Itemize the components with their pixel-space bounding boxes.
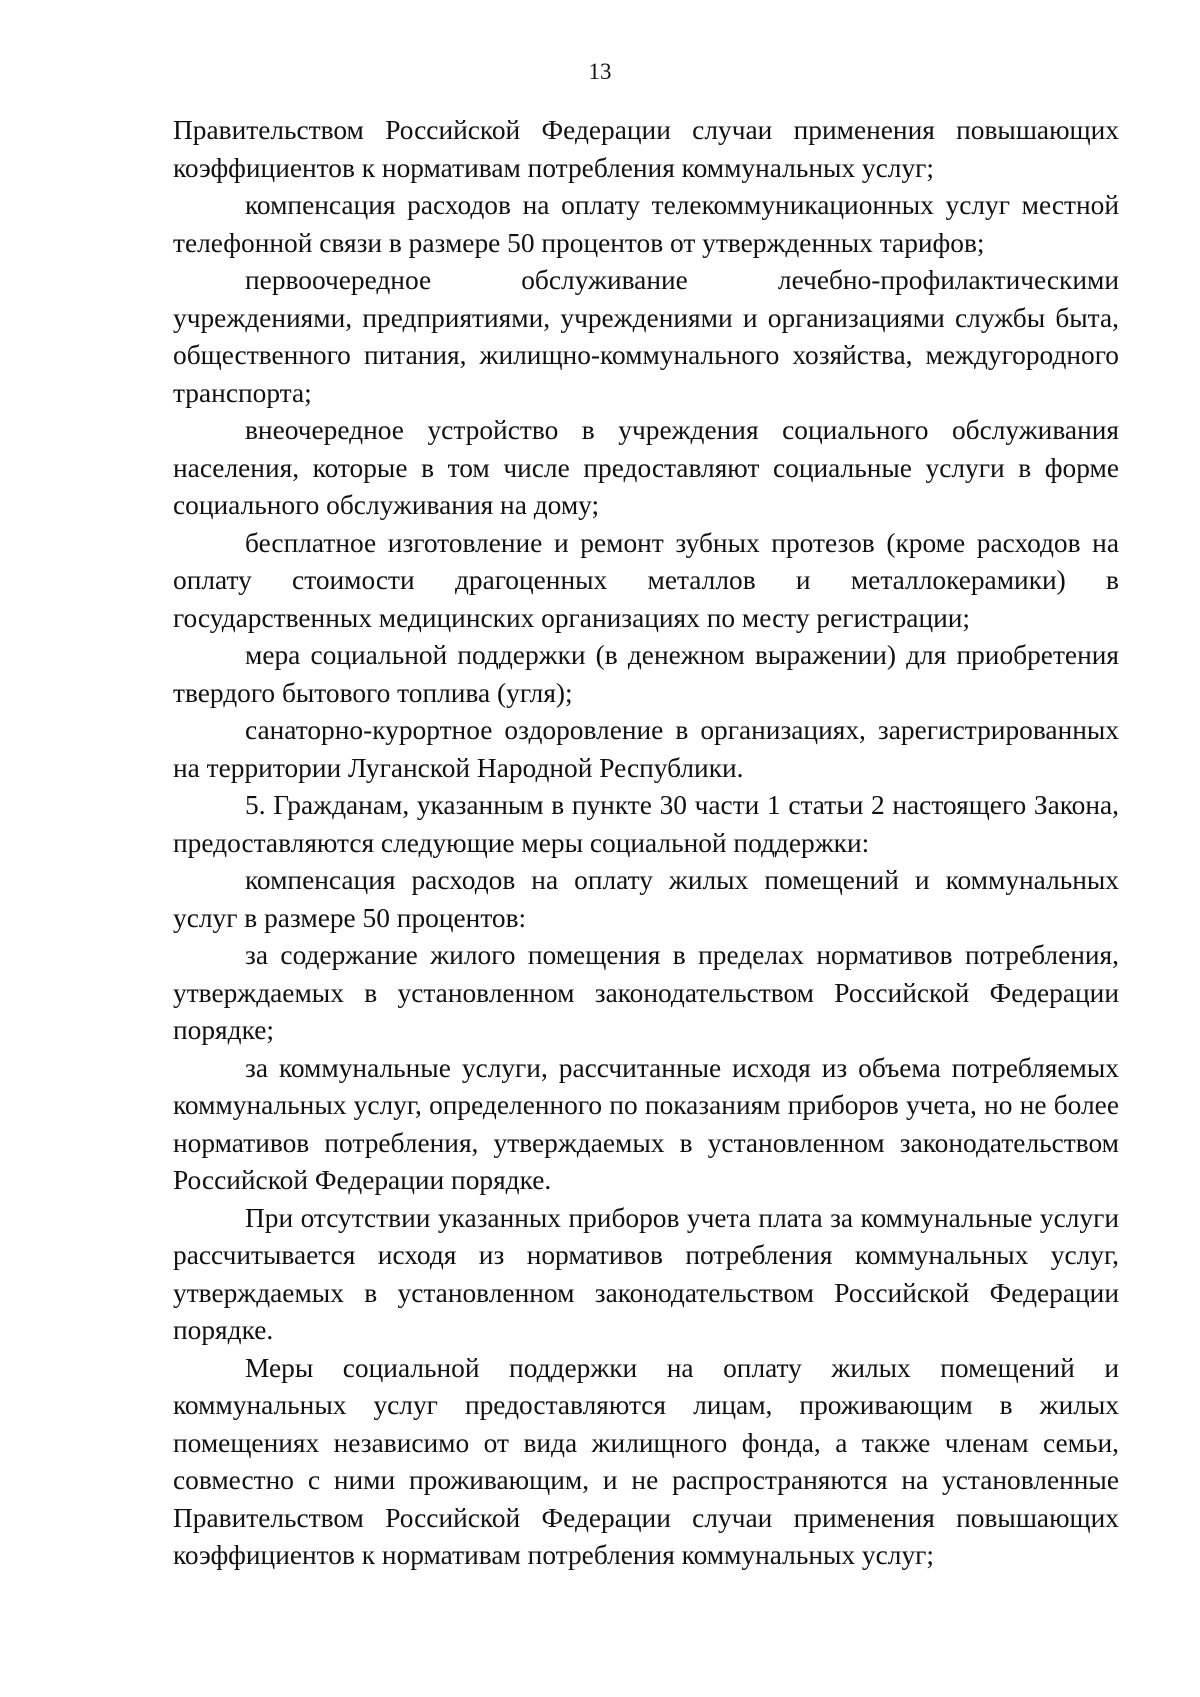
- paragraph-housing-compensation: компенсация расходов на оплату жилых помещений и коммунальных услуг в размере 50 процентов:: [173, 865, 1119, 933]
- paragraph-priority-service: первоочередное обслуживание лечебно-профилактическими учреждениями, предприятиями, учреждениями и организациями службы быта, общественного питания, жилищно-коммунального хозяйства, междугородного транспорта;: [173, 265, 1119, 408]
- paragraph-continuation: Правительством Российской Федерации случаи применения повышающих коэффициентов к нормативам потребления коммунальных услуг;: [173, 115, 1119, 183]
- paragraph-social-service-placement: внеочередное устройство в учреждения социального обслуживания населения, которые в том числе предоставляют социальные услуги в форме социального обслуживания на дому;: [173, 415, 1119, 520]
- paragraph-item-5: 5. Гражданам, указанным в пункте 30 части 1 статьи 2 настоящего Закона, предоставляются следующие меры социальной поддержки:: [173, 790, 1119, 858]
- paragraph-housing-maintenance: за содержание жилого помещения в пределах нормативов потребления, утверждаемых в установленном законодательством Российской Федерации порядке;: [173, 940, 1119, 1045]
- page-number: 13: [588, 59, 612, 84]
- paragraph-utilities-unmetered: При отсутствии указанных приборов учета плата за коммунальные услуги рассчитывается исходя из нормативов потребления коммунальных услуг, утверждаемых в установленном законодательством Российской Федерации порядке.: [173, 1202, 1119, 1345]
- document-body: [173, 112, 1119, 1575]
- paragraph-support-scope: Меры социальной поддержки на оплату жилых помещений и коммунальных услуг предоставляются лицам, проживающим в жилых помещениях независимо от вида жилищного фонда, а также членам семьи, совместно с ними проживающим, и не распространяются на установленные Правительством Российской Федерации случаи применения повышающих коэффициентов к нормативам потребления коммунальных услуг;: [173, 1352, 1119, 1570]
- paragraph-telephone-compensation: компенсация расходов на оплату телекоммуникационных услуг местной телефонной связи в размере 50 процентов от утвержденных тарифов;: [173, 190, 1119, 258]
- paragraph-utilities-metered: за коммунальные услуги, рассчитанные исходя из объема потребляемых коммунальных услуг, определенного по показаниям приборов учета, но не более нормативов потребления, утверждаемых в установленном законодательством Российской Федерации порядке.: [173, 1052, 1119, 1195]
- paragraph-fuel-support: мера социальной поддержки (в денежном выражении) для приобретения твердого бытового топлива (угля);: [173, 640, 1119, 708]
- paragraph-dental-prosthetics: бесплатное изготовление и ремонт зубных протезов (кроме расходов на оплату стоимости драгоценных металлов и металлокерамики) в государственных медицинских организациях по месту регистрации;: [173, 527, 1119, 633]
- paragraph-sanatorium: санаторно-курортное оздоровление в организациях, зарегистрированных на территории Луганской Народной Республики.: [173, 715, 1119, 783]
